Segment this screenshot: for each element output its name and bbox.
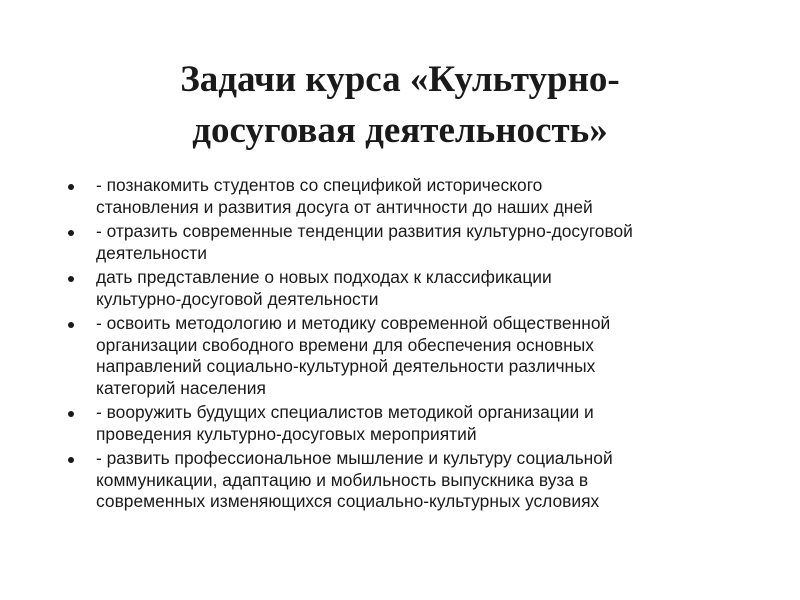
bullet-line: современных изменяющихся социально-культурных условиях <box>96 491 600 511</box>
bullet-item <box>62 175 738 218</box>
bullet-item <box>62 448 738 513</box>
bullet-text <box>96 175 738 218</box>
bullet-line: - отразить современные тенденции развития культурно-досуговой <box>96 221 633 241</box>
bullet-line: - освоить методологию и методику современной общественной <box>96 313 611 333</box>
bullet-dot-icon <box>68 457 74 463</box>
bullet-text <box>96 402 738 445</box>
slide-title <box>60 54 740 156</box>
bullet-line: деятельности <box>96 242 207 263</box>
bullet-item <box>62 313 738 399</box>
bullet-line: организации свободного времени для обеспечения основных <box>96 334 594 355</box>
bullet-item <box>62 267 738 310</box>
bullet-item <box>62 221 738 264</box>
bullet-text <box>96 221 738 264</box>
bullet-dot-icon <box>68 276 74 282</box>
bullet-line: - вооружить будущих специалистов методикой организации и <box>96 402 594 422</box>
bullet-line: коммуникации, адаптацию и мобильность выпускника вуза в <box>96 469 589 490</box>
bullet-dot-icon <box>68 411 74 417</box>
bullet-dot-icon <box>68 230 74 236</box>
bullet-dot-icon <box>68 184 74 190</box>
title-line: досуговая деятельность» <box>192 110 608 151</box>
bullet-line: - развить профессиональное мышление и культуру социальной <box>96 448 613 468</box>
bullet-line: становления и развития досуга от античности до наших дней <box>96 196 593 217</box>
bullet-text <box>96 448 738 513</box>
bullet-line: направлений социально-культурной деятельности различных <box>96 356 596 376</box>
bullet-line: категорий населения <box>96 377 266 398</box>
bullet-text <box>96 313 738 399</box>
title-line: Задачи курса «Культурно- <box>180 59 620 100</box>
bullet-item <box>62 402 738 445</box>
bullet-dot-icon <box>68 322 74 328</box>
bullet-line: культурно-досуговой деятельности <box>96 288 379 309</box>
bullet-line: - познакомить студентов со спецификой исторического <box>96 175 543 195</box>
bullet-line: проведения культурно-досуговых мероприятий <box>96 423 477 444</box>
bullet-line: дать представление о новых подходах к классификации <box>96 267 552 287</box>
bullet-list <box>62 175 738 516</box>
bullet-text <box>96 267 738 310</box>
